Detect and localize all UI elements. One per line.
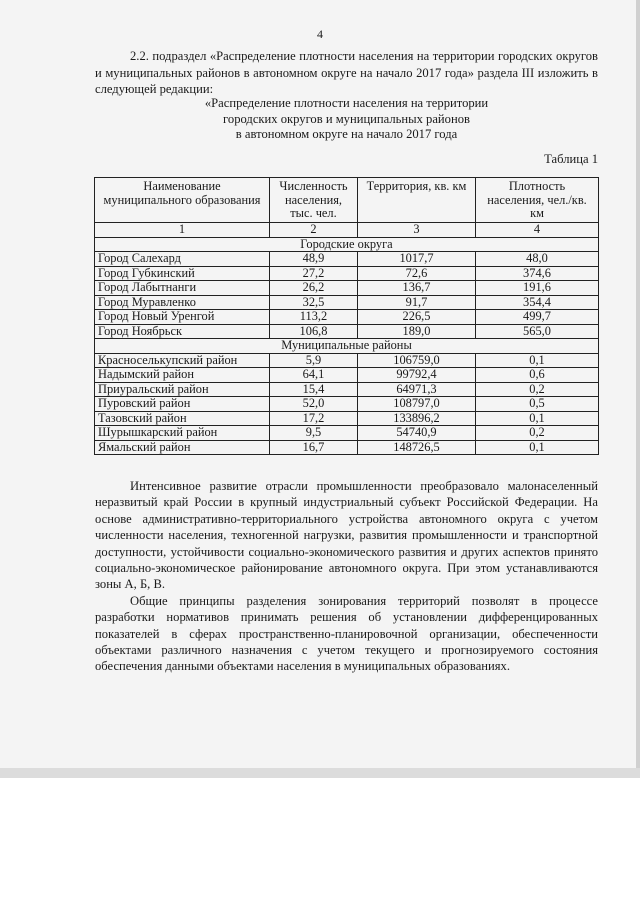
column-number: 4 xyxy=(476,223,599,238)
cell-population: 16,7 xyxy=(270,440,358,455)
table-row xyxy=(95,411,599,426)
cell-population: 26,2 xyxy=(270,281,358,296)
cell-population: 48,9 xyxy=(270,252,358,267)
table-row xyxy=(95,324,599,339)
table-row xyxy=(95,281,599,296)
cell-territory: 148726,5 xyxy=(358,440,476,455)
table-group-title: Муниципальные районы xyxy=(95,339,599,354)
header-territory: Территория, кв. км xyxy=(358,178,476,223)
table-group-row xyxy=(95,237,599,252)
cell-population: 27,2 xyxy=(270,266,358,281)
cell-density: 0,2 xyxy=(476,426,599,441)
table-header-row xyxy=(95,178,599,223)
cell-territory: 136,7 xyxy=(358,281,476,296)
cell-territory: 1017,7 xyxy=(358,252,476,267)
table-row xyxy=(95,353,599,368)
cell-name: Город Новый Уренгой xyxy=(95,310,270,325)
cell-name: Красноселькупский район xyxy=(95,353,270,368)
header-density: Плотность населения, чел./кв. км xyxy=(476,178,599,223)
column-number-row xyxy=(95,223,599,238)
table-title-line-1: «Распределение плотности населения на территории xyxy=(204,96,489,110)
intro-paragraph: 2.2. подраздел «Распределение плотности населения на территории городских округов и муниципальных районов в автономном округе на начало 2017 года» раздела III изложить в следующей редакции: xyxy=(95,49,598,96)
cell-population: 9,5 xyxy=(270,426,358,441)
cell-territory: 64971,3 xyxy=(358,382,476,397)
cell-name: Ямальский район xyxy=(95,440,270,455)
cell-name: Город Губкинский xyxy=(95,266,270,281)
table-title-line-3: в автономном округе на начало 2017 года xyxy=(235,127,458,141)
table-row xyxy=(95,310,599,325)
table-row xyxy=(95,266,599,281)
table-title-line-2: городских округов и муниципальных районов xyxy=(223,111,470,126)
table-row xyxy=(95,397,599,412)
cell-name: Город Муравленко xyxy=(95,295,270,310)
table-row xyxy=(95,252,599,267)
cell-density: 374,6 xyxy=(476,266,599,281)
cell-name: Город Ноябрьск xyxy=(95,324,270,339)
cell-density: 499,7 xyxy=(476,310,599,325)
cell-name: Тазовский район xyxy=(95,411,270,426)
cell-population: 15,4 xyxy=(270,382,358,397)
cell-territory: 226,5 xyxy=(358,310,476,325)
table-row xyxy=(95,440,599,455)
cell-density: 0,6 xyxy=(476,368,599,383)
column-number: 2 xyxy=(270,223,358,238)
cell-name: Город Лабытнанги xyxy=(95,281,270,296)
intro-section xyxy=(95,48,598,98)
cell-density: 0,5 xyxy=(476,397,599,412)
table-row xyxy=(95,426,599,441)
cell-density: 0,1 xyxy=(476,353,599,368)
body-paragraph-1: Интенсивное развитие отрасли промышленности преобразовало малонаселенный неразвитый край России в крупный индустриальный субъект Российской Федерации. На основе административно-территориального устройства автономного округа с учетом численности населения, техногенной нагрузки, развития промышленности и транспортной доступности, устойчивости социально-экономического развития и других аспектов принято социально-экономическое районирование автономного округа. При этом устанавливаются зоны А, Б, В. xyxy=(95,479,598,592)
cell-name: Город Салехард xyxy=(95,252,270,267)
header-population: Численность населения, тыс. чел. xyxy=(270,178,358,223)
table-label: Таблица 1 xyxy=(544,152,598,166)
column-number: 3 xyxy=(358,223,476,238)
cell-territory: 54740,9 xyxy=(358,426,476,441)
cell-population: 52,0 xyxy=(270,397,358,412)
population-density-table xyxy=(94,177,599,455)
table-row xyxy=(95,295,599,310)
table-group-row xyxy=(95,339,599,354)
cell-density: 0,2 xyxy=(476,382,599,397)
cell-territory: 133896,2 xyxy=(358,411,476,426)
page-number: 4 xyxy=(317,27,323,41)
cell-territory: 72,6 xyxy=(358,266,476,281)
cell-territory: 91,7 xyxy=(358,295,476,310)
column-number: 1 xyxy=(95,223,270,238)
cell-name: Пуровский район xyxy=(95,397,270,412)
cell-density: 565,0 xyxy=(476,324,599,339)
cell-population: 32,5 xyxy=(270,295,358,310)
header-name: Наименование муниципального образования xyxy=(95,178,270,223)
cell-population: 17,2 xyxy=(270,411,358,426)
cell-density: 0,1 xyxy=(476,440,599,455)
cell-density: 0,1 xyxy=(476,411,599,426)
cell-density: 354,4 xyxy=(476,295,599,310)
page-bottom-shadow xyxy=(0,768,640,778)
cell-population: 106,8 xyxy=(270,324,358,339)
body-paragraph-2: Общие принципы разделения зонирования территорий позволят в процессе разработки нормативов принимать решения об установлении дифференцированных показателей в сферах пространственно-планировочной организации, обеспеченности объектами различного назначения с учетом текущего и прогнозируемого состояния обеспечения данными объектами населения в муниципальных образованиях. xyxy=(95,593,598,674)
table-title xyxy=(95,96,598,143)
cell-density: 48,0 xyxy=(476,252,599,267)
cell-territory: 108797,0 xyxy=(358,397,476,412)
table-group-title: Городские округа xyxy=(95,237,599,252)
body-text xyxy=(95,478,598,675)
cell-name: Шурышкарский район xyxy=(95,426,270,441)
cell-density: 191,6 xyxy=(476,281,599,296)
cell-population: 5,9 xyxy=(270,353,358,368)
cell-territory: 189,0 xyxy=(358,324,476,339)
cell-territory: 99792,4 xyxy=(358,368,476,383)
table-row xyxy=(95,382,599,397)
table-row xyxy=(95,368,599,383)
cell-name: Надымский район xyxy=(95,368,270,383)
cell-population: 64,1 xyxy=(270,368,358,383)
cell-population: 113,2 xyxy=(270,310,358,325)
cell-territory: 106759,0 xyxy=(358,353,476,368)
cell-name: Приуральский район xyxy=(95,382,270,397)
